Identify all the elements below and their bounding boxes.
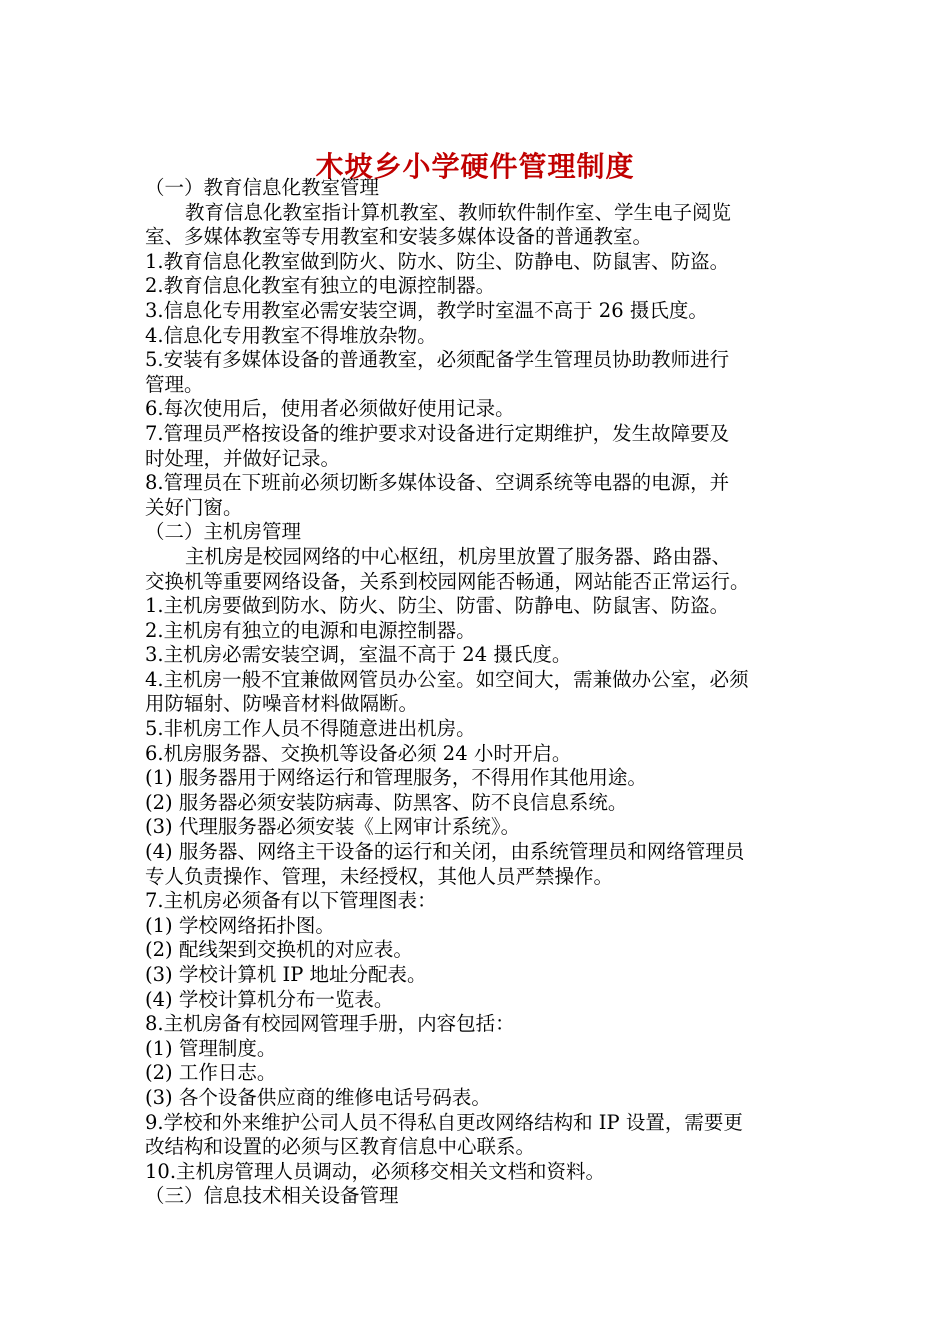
list-item: 4.主机房一般不宜兼做网管员办公室。如空间大，需兼做办公室，必须 xyxy=(145,667,749,691)
list-item-continuation: 用防辐射、防噪音材料做隔断。 xyxy=(145,692,419,716)
sub-list-item: (1) 管理制度。 xyxy=(145,1036,277,1060)
list-item: 7.管理员严格按设备的维护要求对设备进行定期维护，发生故障要及 xyxy=(145,421,730,445)
list-item-continuation: 管理。 xyxy=(145,372,204,396)
sub-list-item: (2) 配线架到交换机的对应表。 xyxy=(145,938,413,962)
list-item: 6.每次使用后，使用者必须做好使用记录。 xyxy=(145,397,515,421)
sub-list-item: (3) 学校计算机 IP 地址分配表。 xyxy=(145,963,427,986)
section-heading-3: （三）信息技术相关设备管理 xyxy=(145,1184,399,1208)
sub-list-item: (4) 学校计算机分布一览表。 xyxy=(145,987,394,1011)
sub-list-item: (4) 服务器、网络主干设备的运行和关闭，由系统管理员和网络管理员 xyxy=(145,840,745,864)
sub-list-item-continuation: 专人负责操作、管理，未经授权，其他人员严禁操作。 xyxy=(145,864,614,888)
list-item: 2.教育信息化教室有独立的电源控制器。 xyxy=(145,274,496,298)
paragraph-line: 室、多媒体教室等专用教室和安装多媒体设备的普通教室。 xyxy=(145,225,653,249)
list-item: 10.主机房管理人员调动，必须移交相关文档和资料。 xyxy=(145,1159,606,1183)
sub-list-item: (3) 代理服务器必须安装《上网审计系统》。 xyxy=(145,815,521,839)
sub-list-item: (2) 服务器必须安装防病毒、防黑客、防不良信息系统。 xyxy=(145,790,628,814)
sub-list-item: (1) 服务器用于网络运行和管理服务，不得用作其他用途。 xyxy=(145,766,647,790)
list-item: 8.主机房备有校园网管理手册，内容包括： xyxy=(145,1012,515,1036)
list-item: 7.主机房必须备有以下管理图表： xyxy=(145,889,437,913)
document-body xyxy=(145,176,805,1209)
paragraph-line: 教育信息化教室指计算机教室、教师软件制作室、学生电子阅览 xyxy=(185,200,732,224)
paragraph-line: 主机房是校园网络的中心枢纽，机房里放置了服务器、路由器、 xyxy=(185,544,732,568)
list-item-continuation: 关好门窗。 xyxy=(145,495,243,519)
paragraph-line: 交换机等重要网络设备，关系到校园网能否畅通，网站能否正常运行。 xyxy=(145,569,750,593)
section-heading-1: （一）教育信息化教室管理 xyxy=(145,176,380,199)
list-item: 3.信息化专用教室必需安装空调，教学时室温不高于 26 摄氏度。 xyxy=(145,298,708,322)
sub-list-item: (1) 学校网络拓扑图。 xyxy=(145,913,335,937)
list-item: 8.管理员在下班前必须切断多媒体设备、空调系统等电器的电源，并 xyxy=(145,471,730,495)
section-heading-2: （二）主机房管理 xyxy=(145,520,302,544)
list-item: 3.主机房必需安装空调，室温不高于 24 摄氏度。 xyxy=(145,643,572,667)
list-item-continuation: 时处理，并做好记录。 xyxy=(145,446,341,470)
list-item: 6.机房服务器、交换机等设备必须 24 小时开启。 xyxy=(145,741,572,765)
list-item: 1.教育信息化教室做到防火、防水、防尘、防静电、防鼠害、防盗。 xyxy=(145,249,730,273)
sub-list-item: (2) 工作日志。 xyxy=(145,1061,277,1085)
list-item: 5.安装有多媒体设备的普通教室，必须配备学生管理员协助教师进行 xyxy=(145,348,730,372)
list-item: 4.信息化专用教室不得堆放杂物。 xyxy=(145,323,437,347)
list-item: 2.主机房有独立的电源和电源控制器。 xyxy=(145,618,476,642)
list-item: 1.主机房要做到防水、防火、防尘、防雷、防静电、防鼠害、防盗。 xyxy=(145,594,730,618)
list-item-continuation: 改结构和设置的必须与区教育信息中心联系。 xyxy=(145,1135,536,1159)
list-item: 9.学校和外来维护公司人员不得私自更改网络结构和 IP 设置，需要更 xyxy=(145,1110,743,1134)
sub-list-item: (3) 各个设备供应商的维修电话号码表。 xyxy=(145,1085,491,1109)
list-item: 5.非机房工作人员不得随意进出机房。 xyxy=(145,717,476,741)
document-title: 木坡乡小学硬件管理制度 xyxy=(315,149,635,183)
